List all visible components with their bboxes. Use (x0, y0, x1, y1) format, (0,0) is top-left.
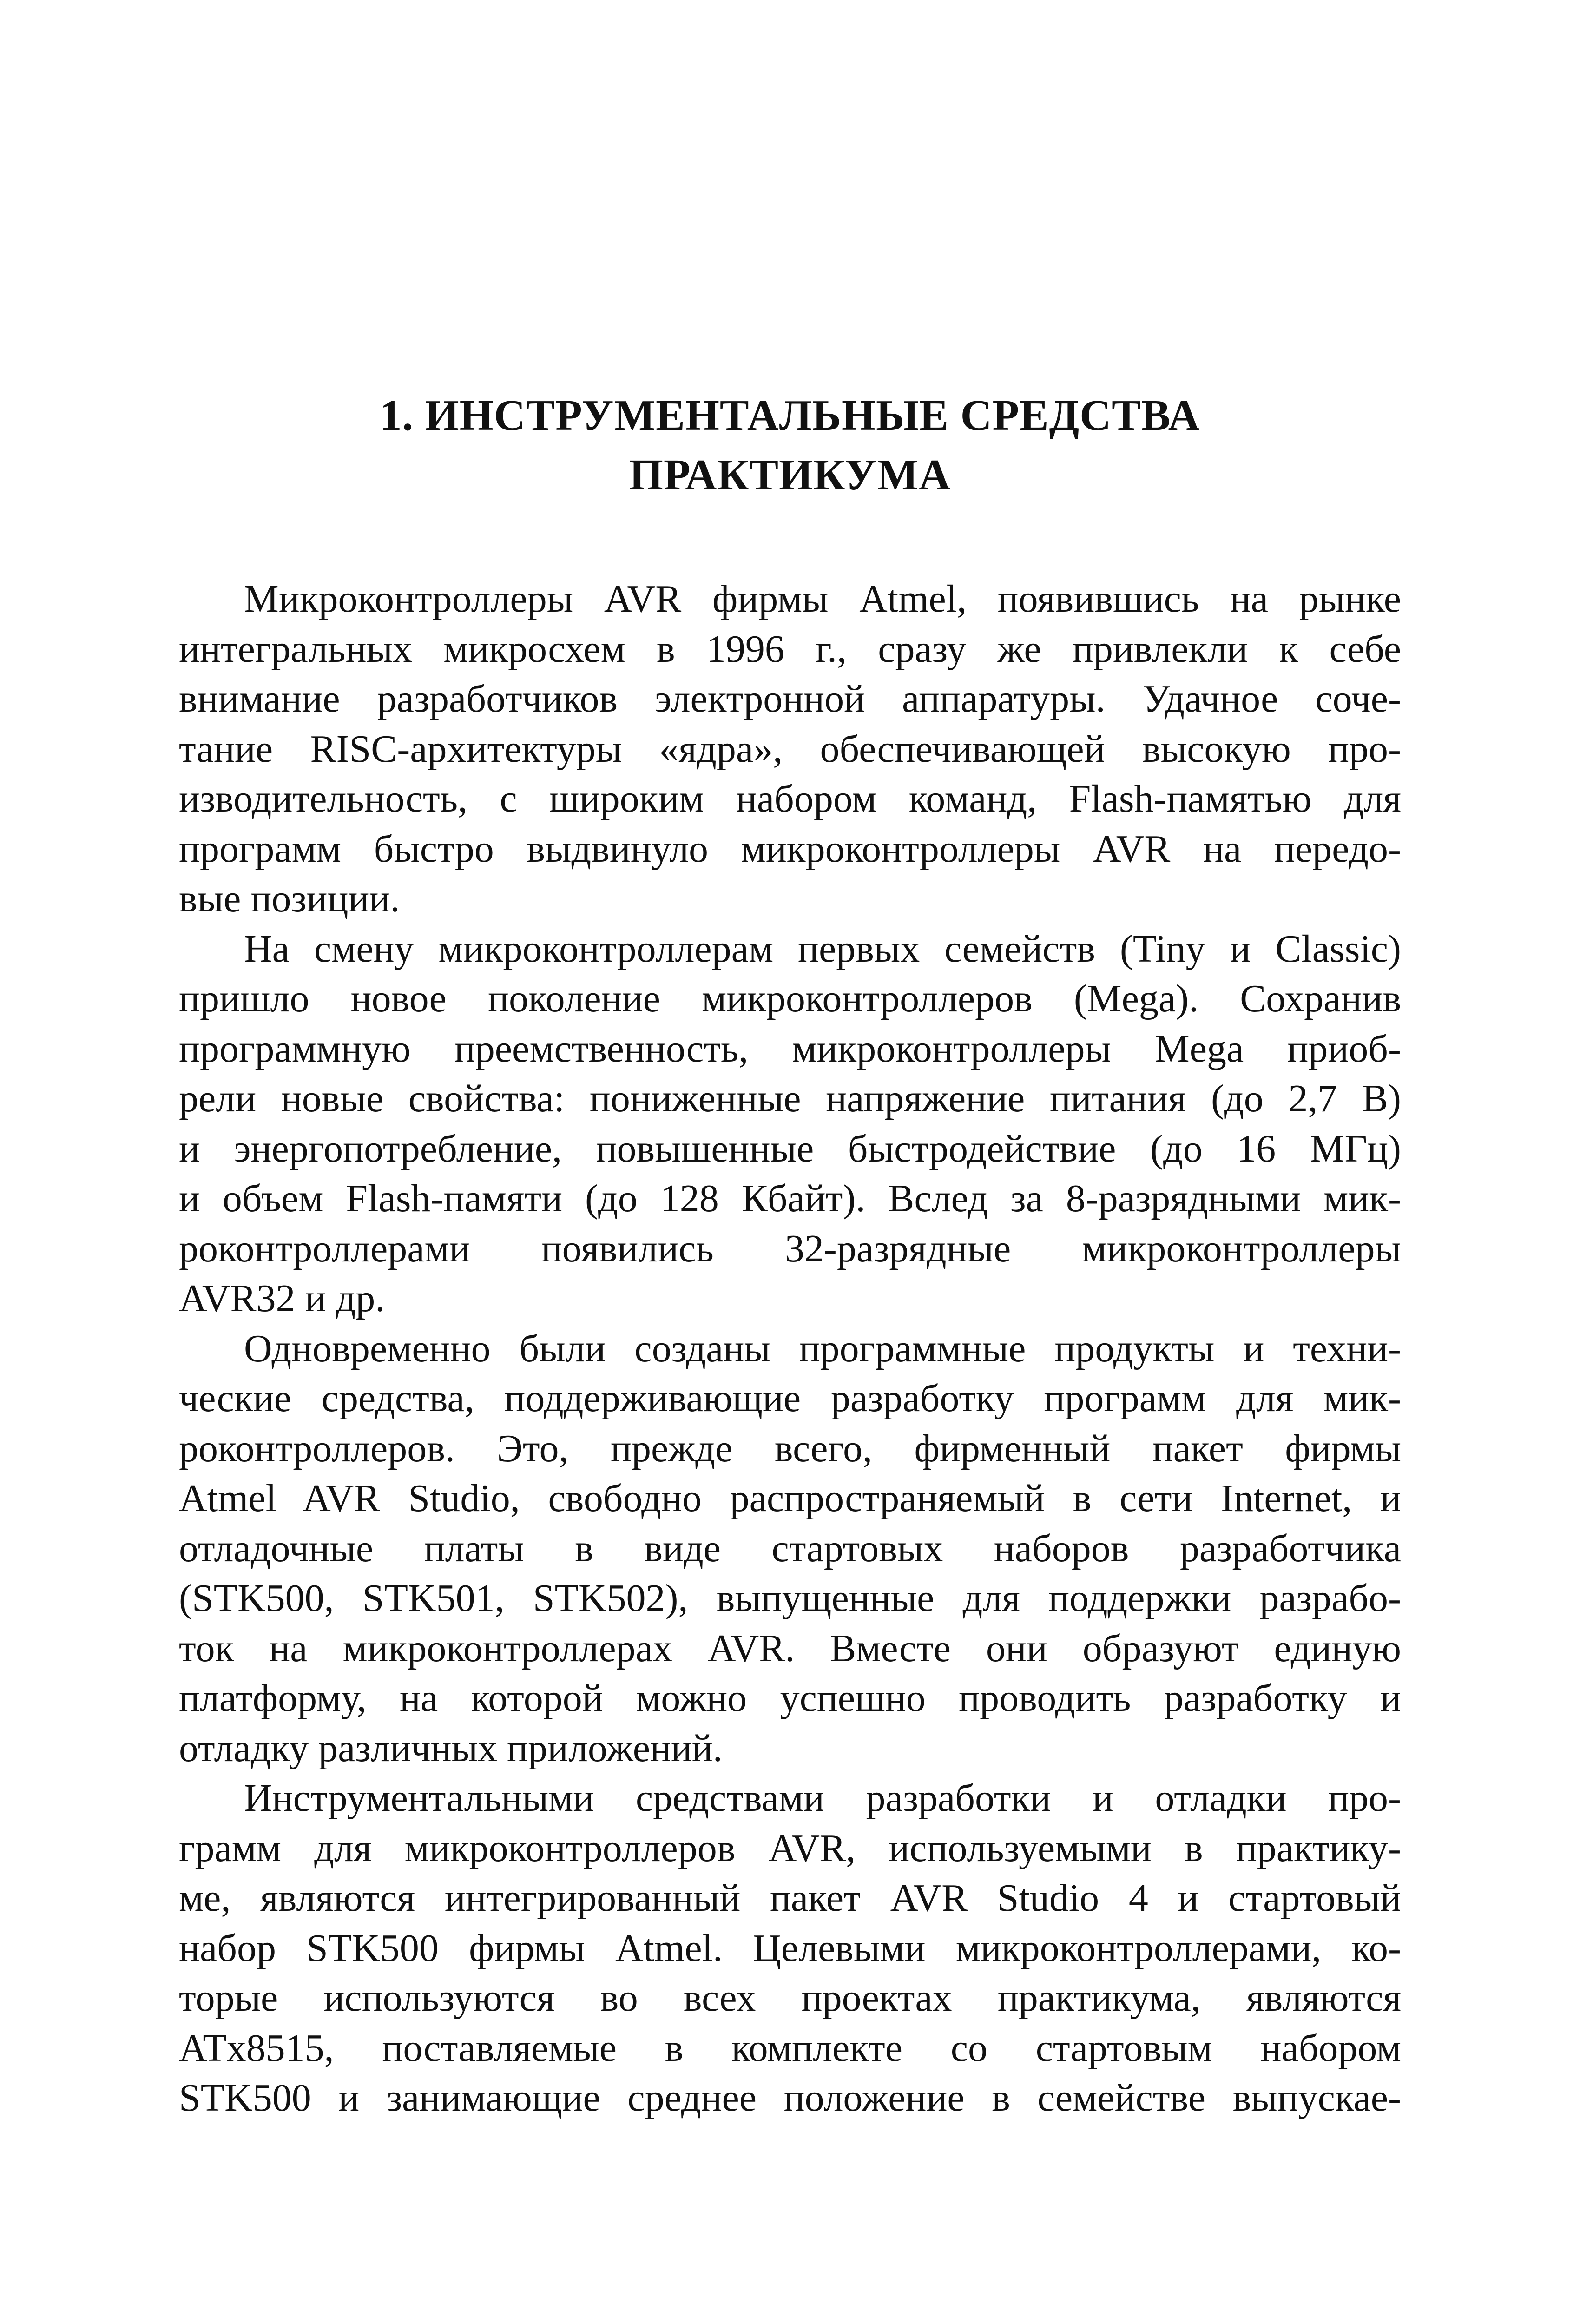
body-text (179, 574, 1401, 2123)
text-line: ATx8515, поставляемые в комплекте со стартовым набором (179, 2026, 1401, 2070)
text-line: STK500 и занимающие среднее положение в семействе выпускае- (179, 2076, 1401, 2119)
text-line: грамм для микроконтроллеров AVR, используемыми в практику- (179, 1826, 1401, 1870)
text-line: Микроконтроллеры AVR фирмы Atmel, появившись на рынке (244, 577, 1401, 621)
text-line: ческие средства, поддерживающие разработку программ для мик- (179, 1377, 1401, 1420)
text-line: внимание разработчиков электронной аппаратуры. Удачное соче- (179, 677, 1401, 720)
text-line: программную преемственность, микроконтроллеры Mega приоб- (179, 1027, 1401, 1070)
text-line: изводительность, с широким набором команд, Flash-памятью для (179, 777, 1401, 820)
text-line: роконтроллеров. Это, прежде всего, фирменный пакет фирмы (179, 1426, 1401, 1470)
text-line: Atmel AVR Studio, свободно распространяемый в сети Internet, и (179, 1477, 1401, 1520)
text-line: пришло новое поколение микроконтроллеров (Mega). Сохранив (179, 977, 1401, 1020)
text-line: ток на микроконтроллерах AVR. Вместе они образуют единую (179, 1626, 1401, 1670)
text-line: и объем Flash-памяти (до 128 Кбайт). Вслед за 8-разрядными мик- (179, 1177, 1401, 1220)
text-line: AVR32 и др. (179, 1277, 385, 1320)
chapter-title (177, 386, 1403, 505)
paragraph-2 (179, 924, 1401, 1324)
text-line: На смену микроконтроллерам первых семейств (Tiny и Classic) (244, 927, 1401, 971)
paragraph-4 (179, 1773, 1401, 2123)
text-line: тание RISC-архитектуры «ядра», обеспечивающей высокую про- (179, 727, 1401, 771)
text-line: и энергопотребление, повышенные быстродействие (до 16 МГц) (179, 1127, 1401, 1170)
text-line: Одновременно были созданы программные продукты и техни- (244, 1327, 1401, 1370)
text-line: рели новые свойства: пониженные напряжение питания (до 2,7 В) (179, 1077, 1401, 1120)
text-line: программ быстро выдвинуло микроконтроллеры AVR на передо- (179, 827, 1401, 871)
text-line: интегральных микросхем в 1996 г., сразу же привлекли к себе (179, 627, 1401, 671)
text-line: торые используются во всех проектах практикума, являются (179, 1976, 1401, 2020)
text-line: отладочные платы в виде стартовых наборов разработчика (179, 1526, 1401, 1570)
text-line: отладку различных приложений. (179, 1726, 723, 1770)
text-line: платформу, на которой можно успешно проводить разработку и (179, 1677, 1401, 1720)
text-line: роконтроллерами появились 32-разрядные микроконтроллеры (179, 1227, 1401, 1270)
text-line: Инструментальными средствами разработки и отладки про- (244, 1776, 1401, 1820)
paragraph-3 (179, 1324, 1401, 1774)
text-line: набор STK500 фирмы Atmel. Целевыми микроконтроллерами, ко- (179, 1926, 1401, 1970)
text-line: вые позиции. (179, 877, 400, 920)
chapter-title-line-1: 1. ИНСТРУМЕНТАЛЬНЫЕ СРЕДСТВА (380, 391, 1200, 440)
text-line: (STK500, STK501, STK502), выпущенные для поддержки разрабо- (179, 1577, 1401, 1620)
paragraph-1 (179, 574, 1401, 924)
chapter-title-line-2: ПРАКТИКУМА (629, 451, 951, 499)
text-line: ме, являются интегрированный пакет AVR Studio 4 и стартовый (179, 1876, 1401, 1920)
